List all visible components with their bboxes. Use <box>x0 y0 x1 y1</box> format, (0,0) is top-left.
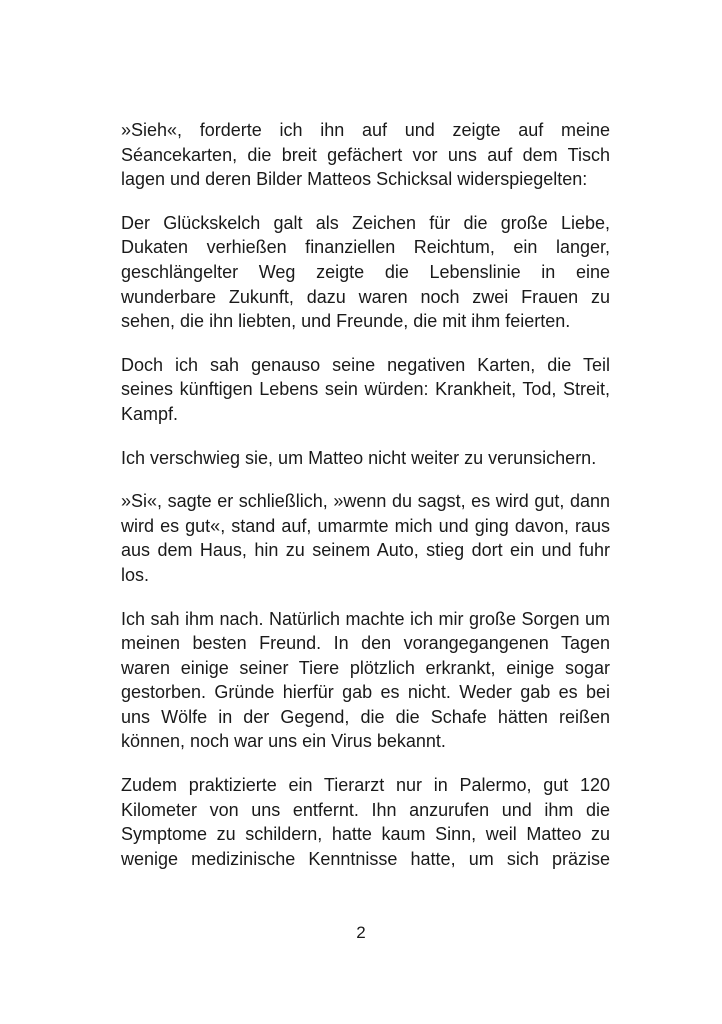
paragraph: Ich verschwieg sie, um Matteo nicht weiter zu verunsichern. <box>121 447 597 468</box>
paragraph: Zudem praktizierte ein Tierarzt nur in Palermo, gut 120 Kilometer von uns entfernt. Ihn anzurufen und ihm die Symptome zu schildern, hatte kaum Sinn, weil Matteo zu wenige medizinische Kenntnisse hatte, um sich präzise <box>121 775 610 869</box>
page-number: 2 <box>356 923 366 942</box>
paragraph: »Si«, sagte er schließlich, »wenn du sagst, es wird gut, dann wird es gut«, stand auf, umarmte mich und ging davon, raus aus dem Haus, hin zu seinem Auto, stieg dort ein und fuhr los. <box>121 491 610 585</box>
body-text <box>121 118 610 890</box>
paragraph: Der Glückskelch galt als Zeichen für die große Liebe, Dukaten verhießen finanziellen Reichtum, ein langer, geschlängelter Weg zeigte die Lebenslinie in eine wunderbare Zukunft, dazu waren noch zwei Frauen zu sehen, die ihn liebten, und Freunde, die mit ihm feierten. <box>121 212 610 332</box>
paragraph: Ich sah ihm nach. Natürlich machte ich mir große Sorgen um meinen besten Freund. In den vorangegangenen Tagen waren einige seiner Tiere plötzlich erkrankt, einige sogar gestorben. Gründe hierfür gab es nicht. Weder gab es bei uns Wölfe in der Gegend, die die Schafe hätten reißen können, noch war uns ein Virus bekannt. <box>121 608 610 752</box>
paragraph: Doch ich sah genauso seine negativen Karten, die Teil seines künftigen Lebens sein würden: Krankheit, Tod, Streit, Kampf. <box>121 354 610 424</box>
paragraph: »Sieh«, forderte ich ihn auf und zeigte auf meine Séancekarten, die breit gefächert vor uns auf dem Tisch lagen und deren Bilder Matteos Schicksal widerspiegelten: <box>121 120 610 190</box>
